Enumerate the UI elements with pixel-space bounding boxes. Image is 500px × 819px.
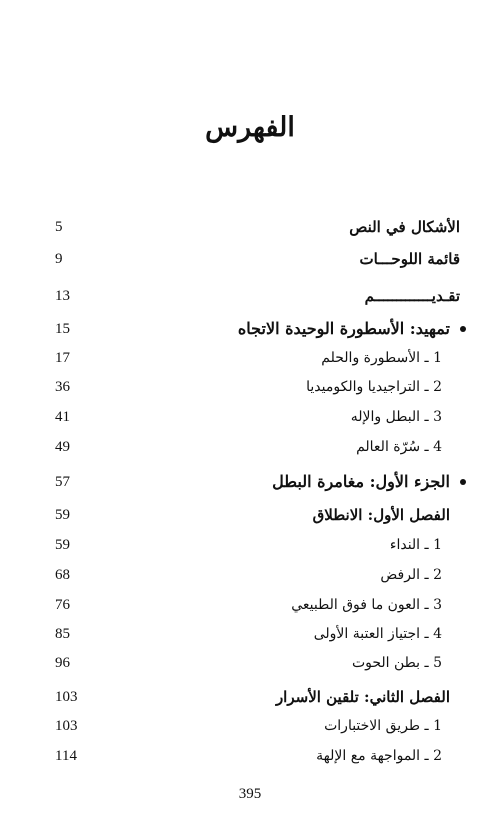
page-number: 395: [238, 786, 262, 802]
toc-entry-text: 1 ـ النداء: [389, 537, 442, 553]
toc-entry-text: 5 ـ بطن الحوت: [351, 655, 442, 671]
toc-entry-text: 3 ـ البطل والإله: [350, 409, 442, 425]
toc-entry-text: 2 ـ الرفض: [380, 567, 442, 583]
toc-entry-page: 13: [55, 288, 70, 304]
toc-entry-text: 4 ـ سُرّة العالم: [356, 439, 442, 455]
toc-entry-text: 3 ـ العون ما فوق الطبيعي: [291, 597, 442, 613]
toc-entry-text: تمهيد: الأسطورة الوحيدة الاتجاه: [237, 319, 450, 338]
toc-entry-page: 103: [55, 718, 78, 734]
toc-entry-page: 17: [55, 350, 70, 366]
toc-entry: [0, 530, 500, 560]
toc-entry-text: الأشكال في النص: [349, 218, 460, 236]
toc-entry-text: 1 ـ طريق الاختبارات: [324, 718, 442, 734]
toc-entry-text: الجزء الأول: مغامرة البطل: [272, 472, 450, 491]
toc-entry: [0, 560, 500, 590]
toc-entry-page: 59: [55, 507, 70, 523]
toc-entry-text: قائمة اللوحـــات: [359, 250, 460, 268]
toc-chapter-entry: [0, 682, 500, 712]
toc-entry-page: 9: [55, 251, 63, 267]
toc-entry: [0, 619, 500, 649]
toc-entry-page: 114: [55, 748, 77, 764]
toc-entry: [0, 711, 500, 741]
page-title: الفهرس: [205, 112, 295, 143]
toc-part-entry: [0, 467, 500, 497]
toc-entry-page: 41: [55, 409, 70, 425]
toc-entry-page: 76: [55, 597, 70, 613]
toc-entry-text: 4 ـ اجتياز العتبة الأولى: [313, 626, 442, 642]
toc-entry: [0, 343, 500, 373]
toc-entry-text: الفصل الثاني: تلقين الأسرار: [275, 688, 450, 706]
toc-entry: [0, 212, 500, 242]
toc-entry: [0, 590, 500, 620]
toc-chapter-entry: [0, 500, 500, 530]
toc-entry-page: 68: [55, 567, 70, 583]
toc-entry-page: 36: [55, 379, 70, 395]
toc-entry: [0, 432, 500, 462]
toc-entry-page: 85: [55, 626, 70, 642]
toc-entry-text: تقـديـــــــــــــم: [364, 287, 460, 305]
bullet-icon: [460, 479, 466, 485]
toc-entry-text: 2 ـ التراجيديا والكوميديا: [306, 379, 442, 395]
toc-entry-text: الفصل الأول: الانطلاق: [312, 506, 450, 524]
toc-entry-page: 5: [55, 219, 63, 235]
toc-entry-text: 2 ـ المواجهة مع الإلهة: [316, 748, 442, 764]
toc-entry-text: 1 ـ الأسطورة والحلم: [321, 350, 442, 366]
toc-entry: [0, 741, 500, 771]
toc-entry-page: 103: [55, 689, 78, 705]
toc-entry-page: 59: [55, 537, 70, 553]
toc-part-entry: [0, 314, 500, 344]
toc-entry: [0, 281, 500, 311]
toc-entry-page: 57: [55, 474, 70, 490]
toc-entry-page: 15: [55, 321, 70, 337]
toc-entry: [0, 372, 500, 402]
bullet-icon: [460, 326, 466, 332]
toc-entry: [0, 648, 500, 678]
toc-entry: [0, 402, 500, 432]
toc-entry: [0, 244, 500, 274]
toc-entry-page: 49: [55, 439, 70, 455]
toc-entry-page: 96: [55, 655, 70, 671]
